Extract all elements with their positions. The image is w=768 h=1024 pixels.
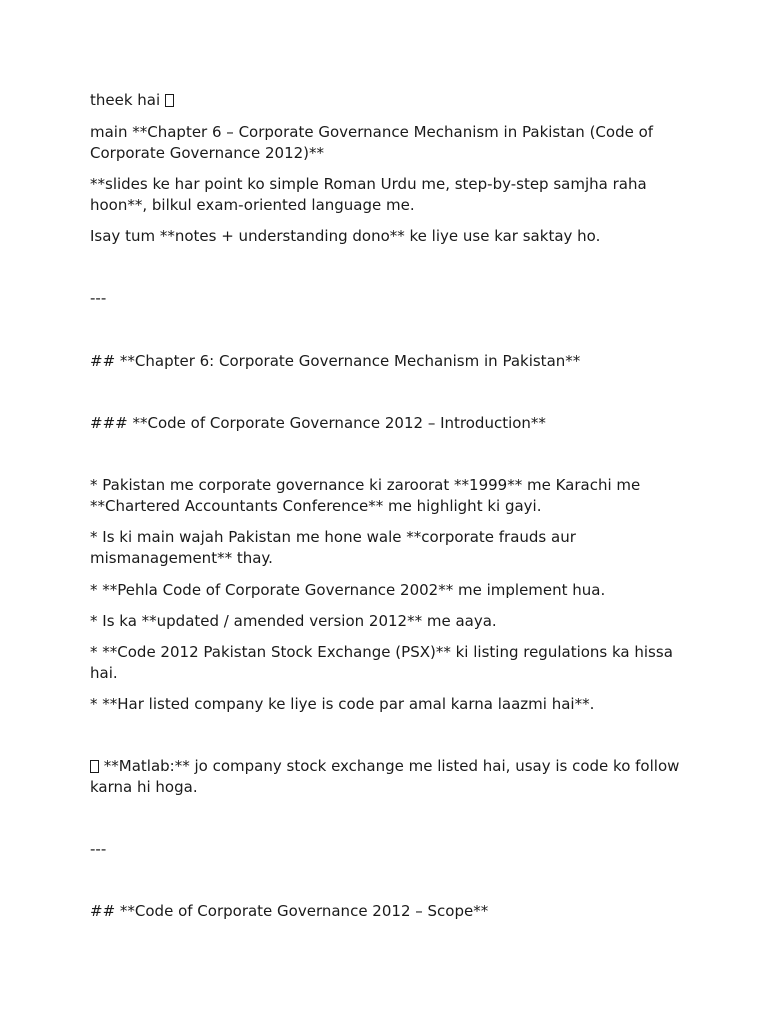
bullet-item-5: * **Code 2012 Pakistan Stock Exchange (PSX)** ki listing regulations ka hissa hai.: [90, 643, 673, 682]
intro-heading: ### **Code of Corporate Governance 2012 – Introduction**: [90, 414, 546, 432]
intro-paragraph-2: **slides ke har point ko simple Roman Urdu me, step-by-step samjha raha hoon**, bilkul exam-oriented language me.: [90, 175, 647, 214]
intro-paragraph-3: Isay tum **notes + understanding dono** ke liye use kar saktay ho.: [90, 227, 601, 245]
chapter-heading: ## **Chapter 6: Corporate Governance Mechanism in Pakistan**: [90, 352, 581, 370]
bullet-item-3: * **Pehla Code of Corporate Governance 2002** me implement hua.: [90, 581, 606, 599]
divider-2: ---: [90, 840, 107, 858]
scope-heading: ## **Code of Corporate Governance 2012 – Scope**: [90, 902, 489, 920]
bullet-item-6: * **Har listed company ke liye is code par amal karna laazmi hai**.: [90, 695, 595, 713]
bullet-item-1: * Pakistan me corporate governance ki zaroorat **1999** me Karachi me **Chartered Accountants Conference** me highlight ki gayi.: [90, 476, 641, 515]
missing-glyph-icon: [165, 94, 174, 107]
greeting-text: theek hai: [90, 91, 161, 109]
matlab-paragraph: [90, 756, 690, 798]
greeting-line: [90, 90, 690, 111]
matlab-text: **Matlab:** jo company stock exchange me listed hai, usay is code ko follow karna hi hoga.: [90, 757, 680, 796]
bullet-item-2: * Is ki main wajah Pakistan me hone wale **corporate frauds aur mismanagement** thay.: [90, 528, 576, 567]
bullet-item-4: * Is ka **updated / amended version 2012** me aaya.: [90, 612, 497, 630]
missing-glyph-icon: [90, 760, 99, 773]
intro-paragraph-1: main **Chapter 6 – Corporate Governance Mechanism in Pakistan (Code of Corporate Governance 2012)**: [90, 123, 654, 162]
divider-1: ---: [90, 289, 107, 307]
